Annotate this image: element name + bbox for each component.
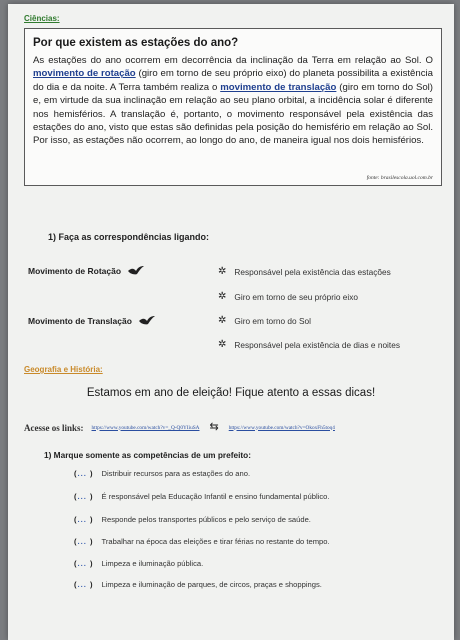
option-item[interactable] — [74, 492, 329, 501]
link-2[interactable]: https://www.youtube.com/watch?v=OkoxFh5toq4 — [228, 424, 335, 431]
answer-parenthesis: (... ) — [74, 559, 94, 568]
left-item-translacao — [28, 315, 156, 327]
section-label-geografia: Geografia e História: — [24, 365, 103, 374]
term-translacao: movimento de translação — [220, 81, 337, 93]
option-label: Responde pelos transportes públicos e pelo serviço de saúde. — [101, 515, 311, 524]
option-label: Distribuir recursos para as estações do ano. — [101, 469, 251, 478]
link-1[interactable]: https://www.youtube.com/watch?v=_Q-Q0YIiuSA — [91, 424, 200, 431]
bird-icon — [138, 315, 156, 327]
option-item[interactable] — [74, 580, 322, 589]
answer-parenthesis: (... ) — [74, 537, 94, 546]
left-item-rotacao — [28, 265, 145, 277]
left-item-label: Movimento de Translação — [28, 316, 132, 326]
exchange-arrows-icon: ⇆ — [209, 421, 219, 433]
option-label: Limpeza e iluminação de parques, de circos, praças e shoppings. — [101, 580, 322, 589]
right-item — [218, 292, 358, 302]
box-paragraph — [33, 54, 433, 148]
right-item-label: Giro em torno do Sol — [234, 316, 311, 326]
answer-parenthesis: (... ) — [74, 580, 94, 589]
gear-icon: ✲ — [218, 339, 227, 350]
gear-icon: ✲ — [218, 315, 227, 326]
option-label: É responsável pela Educação Infantil e ensino fundamental público. — [101, 492, 330, 501]
question-2-title: 1) Marque somente as competências de um prefeito: — [44, 450, 252, 460]
right-item — [218, 316, 311, 326]
answer-parenthesis: (... ) — [74, 515, 94, 524]
paragraph-part: (giro em torno do Sol) e, em virtude da sua inclinação em relação ao seu plano orbital, a incidência solar é diferente nos hemisférios. A translação é, portanto, o movimento responsável pela existência das estações do ano, visto que estas são definidas pela posição do hemisfério em relação ao Sol. Por isso, as estações não ocorrem, ao longo do ano, de maneira igual nos dois hemisférios. — [33, 81, 433, 147]
term-rotacao: movimento de rotação — [33, 68, 136, 80]
bird-icon — [127, 265, 145, 277]
option-item[interactable] — [74, 559, 203, 568]
paragraph-part: As estações do ano ocorrem em decorrência da inclinação da Terra em relação ao Sol. O — [33, 55, 433, 66]
links-label: Acesse os links: — [24, 422, 84, 433]
answer-parenthesis: (... ) — [74, 492, 94, 501]
left-item-label: Movimento de Rotação — [28, 266, 122, 276]
right-item-label: Responsável pela existência de dias e noites — [234, 340, 400, 350]
source-credit: fonte: brasilescola.uol.com.br — [366, 175, 433, 181]
gear-icon: ✲ — [218, 291, 227, 302]
option-item[interactable] — [74, 469, 250, 478]
option-label: Limpeza e iluminação pública. — [101, 559, 204, 568]
links-row — [24, 422, 444, 433]
option-label: Trabalhar na época das eleições e tirar férias no restante do tempo. — [101, 537, 330, 546]
question-1-title: 1) Faça as correspondências ligando: — [48, 232, 210, 242]
text-box — [24, 28, 442, 186]
right-item — [218, 267, 391, 277]
gear-icon: ✲ — [218, 266, 227, 277]
worksheet-page — [8, 4, 454, 640]
box-title: Por que existem as estações do ano? — [33, 37, 239, 49]
option-item[interactable] — [74, 537, 330, 546]
election-title: Estamos em ano de eleição! Fique atento a essas dicas! — [86, 387, 376, 399]
right-item-label: Responsável pela existência das estações — [234, 267, 391, 277]
paragraph-part: (giro em torno de seu próprio eixo) do planeta possibilita a existência do dia e da noite. A Terra também realiza o — [33, 68, 433, 93]
right-item-label: Giro em torno de seu próprio eixo — [234, 292, 358, 302]
answer-parenthesis: (... ) — [74, 469, 94, 478]
section-label-ciencias: Ciências: — [24, 14, 60, 23]
right-item — [218, 340, 400, 350]
option-item[interactable] — [74, 515, 311, 524]
